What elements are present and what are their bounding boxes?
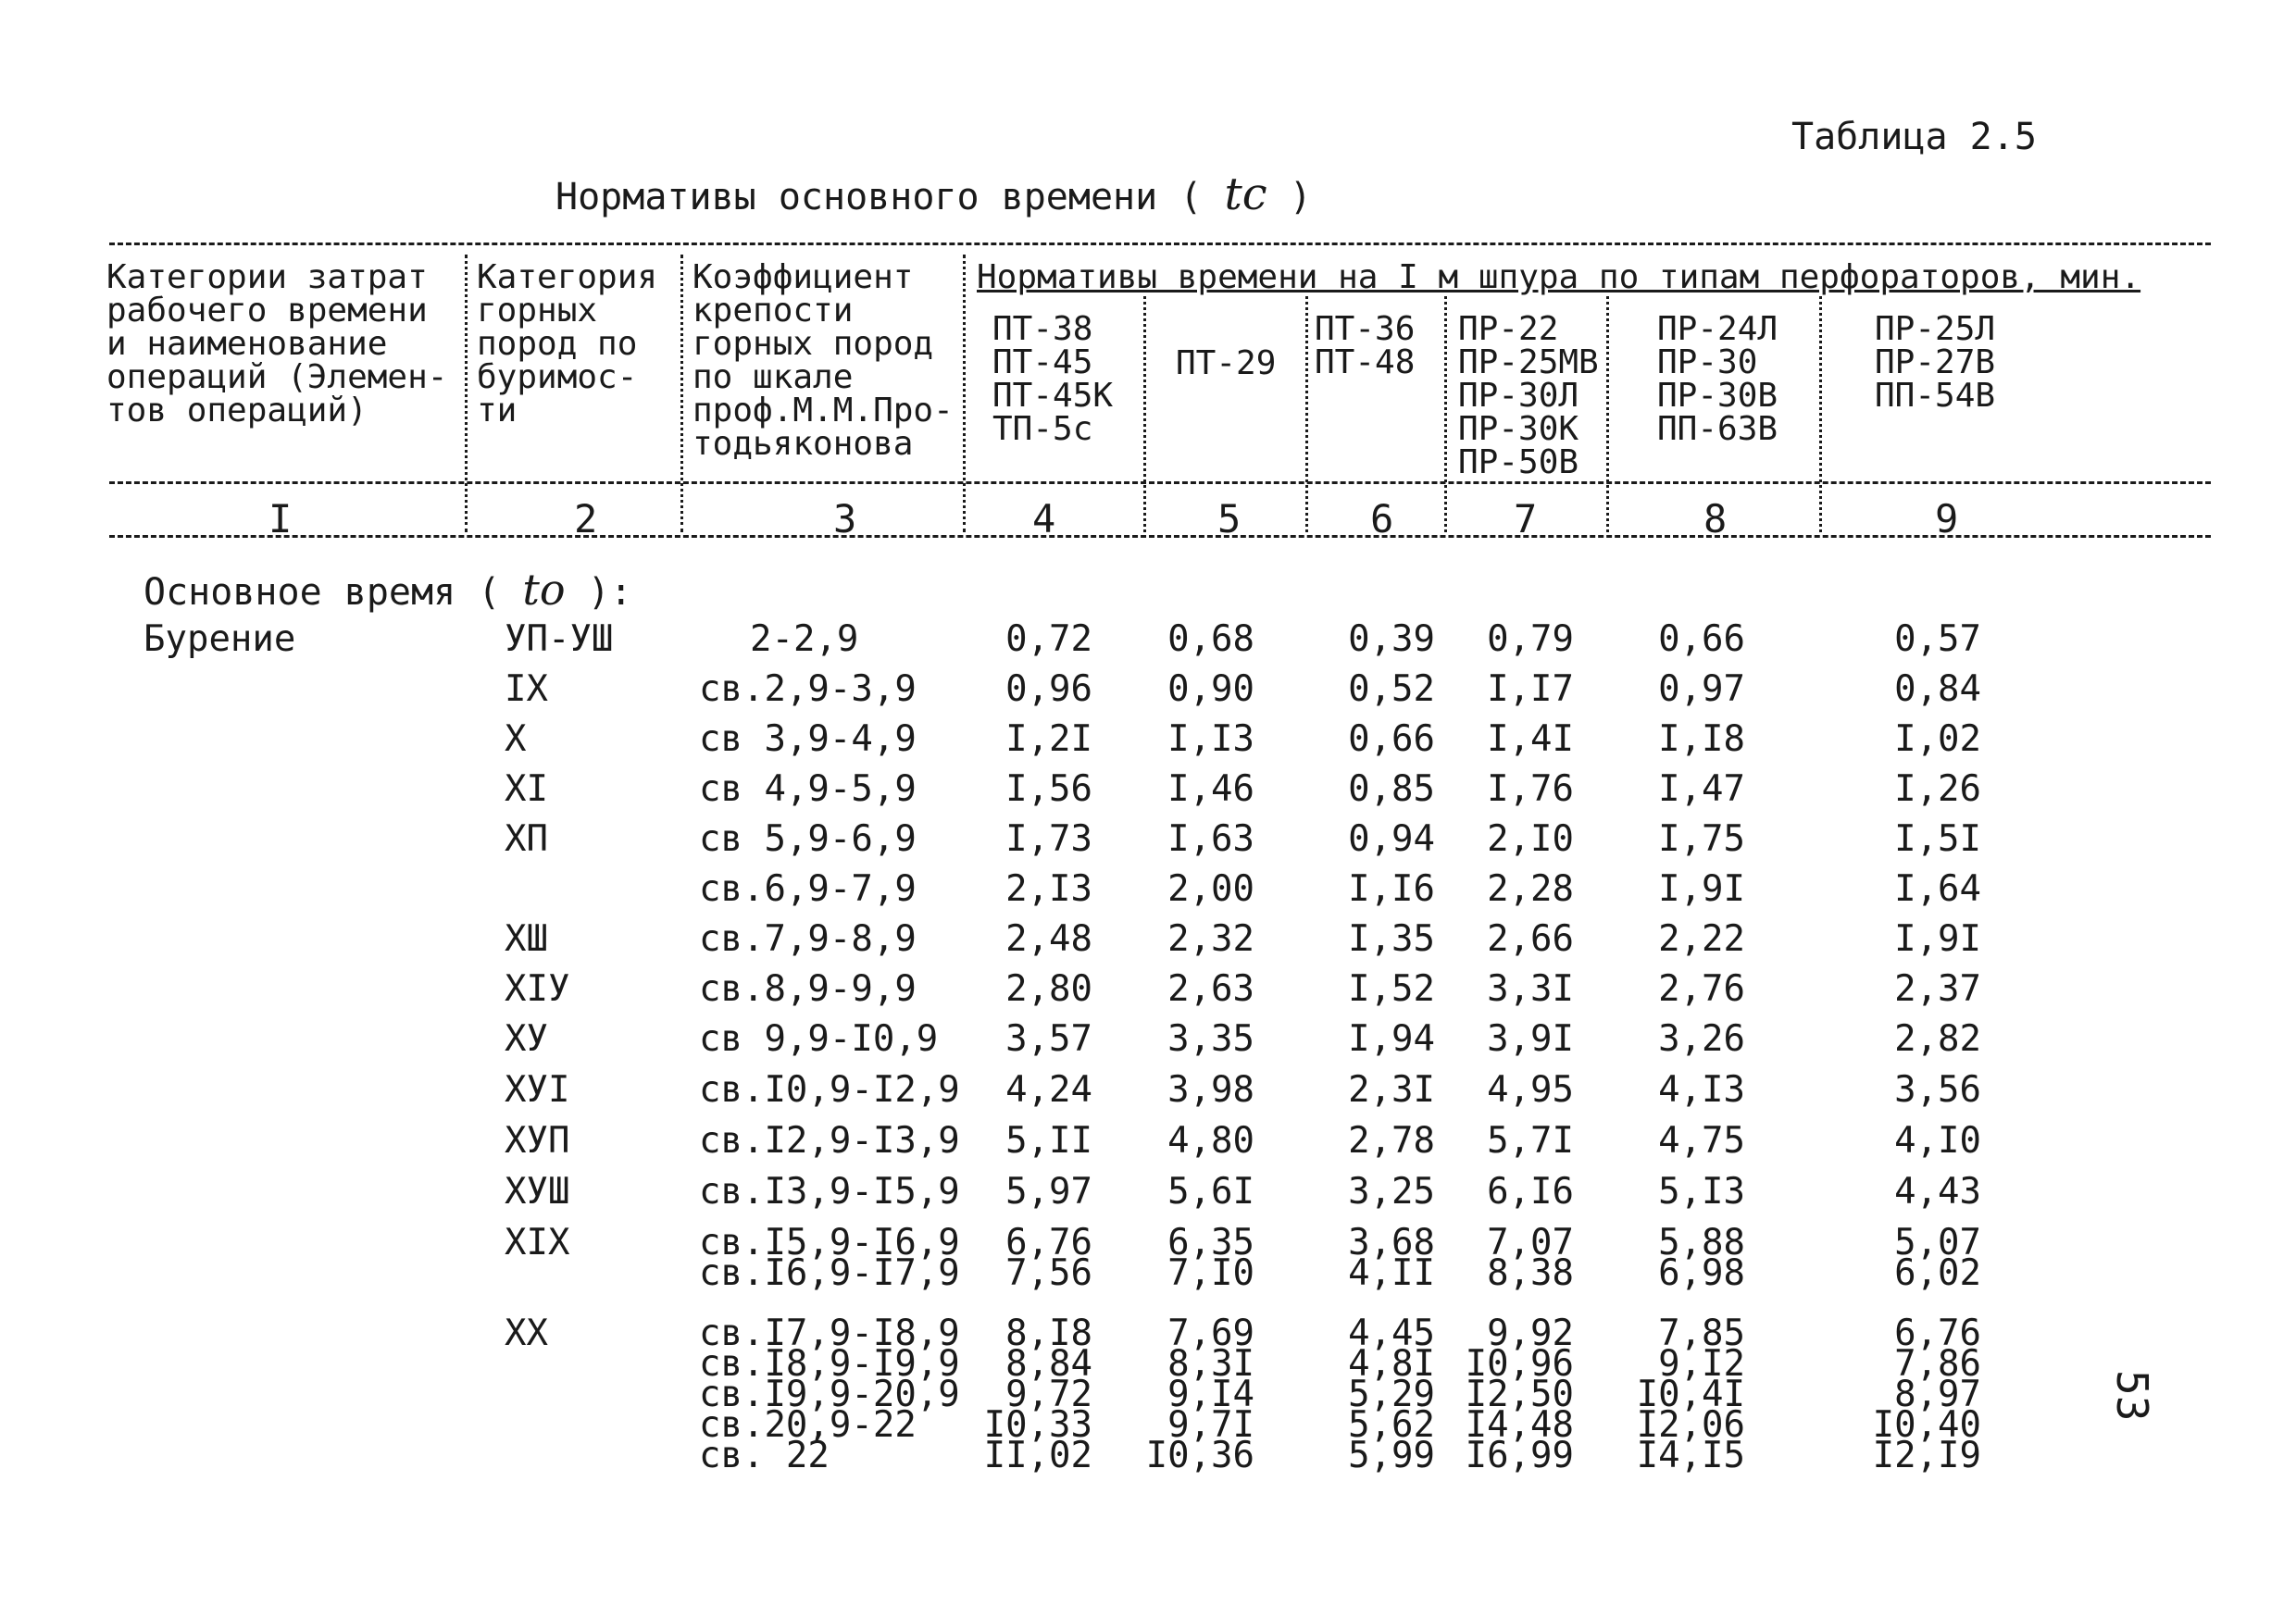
coefficient: св.I3,9-I5,9: [699, 1171, 960, 1213]
time-value: 5,88: [1658, 1222, 1745, 1263]
time-value: 4,95: [1487, 1069, 1574, 1111]
rock-category: XУШ: [505, 1171, 570, 1213]
time-value: 6,I6: [1487, 1171, 1574, 1213]
header-line: буримос-: [477, 358, 638, 396]
column-number: 3: [833, 496, 857, 541]
table-label: Таблица 2.5: [1791, 116, 2037, 158]
header-line: ПТ-29: [1176, 344, 1277, 382]
coefficient: св 9,9-I0,9: [699, 1018, 939, 1060]
coefficient: св.6,9-7,9: [699, 868, 917, 910]
time-value: 9,I2: [1658, 1343, 1745, 1385]
time-value: 4,43: [1894, 1171, 1981, 1213]
header-col5: [1176, 344, 1277, 382]
time-value: 8,I8: [1005, 1313, 1092, 1354]
title-symbol: tс: [1224, 168, 1267, 220]
col-separator: [963, 255, 966, 532]
coefficient: св.7,9-8,9: [699, 918, 917, 960]
time-value: 3,56: [1894, 1069, 1981, 1111]
time-value: 2,28: [1487, 868, 1574, 910]
header-line: ПР-24Л: [1657, 310, 1778, 348]
time-value: 5,62: [1348, 1404, 1435, 1446]
header-line: пород по: [477, 325, 638, 363]
rock-category: IX: [505, 668, 548, 710]
time-value: 2,22: [1658, 918, 1745, 960]
time-value: 0,90: [1167, 668, 1254, 710]
header-line: ПТ-45К: [992, 377, 1114, 415]
time-value: 3,35: [1167, 1018, 1254, 1060]
rock-category: XIУ: [505, 968, 570, 1010]
section-heading: [144, 565, 632, 615]
header-line: ПР-27В: [1875, 343, 1996, 381]
coefficient: св.20,9-22: [699, 1404, 917, 1446]
header-line: ПР-30К: [1458, 410, 1579, 448]
time-value: 7,86: [1894, 1343, 1981, 1385]
rock-category: X: [505, 718, 527, 760]
time-value: 3,3I: [1487, 968, 1574, 1010]
time-value: 4,45: [1348, 1313, 1435, 1354]
time-value: 2,82: [1894, 1018, 1981, 1060]
time-value: 4,I0: [1894, 1120, 1981, 1162]
coefficient: св 5,9-6,9: [699, 818, 917, 860]
time-value: 5,99: [1348, 1435, 1435, 1476]
time-value: 7,85: [1658, 1313, 1745, 1354]
header-top-rule: [109, 243, 2211, 245]
time-value: I4,48: [1465, 1404, 1574, 1446]
header-line: ТП-5с: [992, 410, 1093, 448]
time-value: I,73: [1005, 818, 1092, 860]
header-line: проф.М.М.Про-: [693, 392, 954, 429]
time-value: I,46: [1167, 768, 1254, 810]
table-title: [555, 168, 1312, 220]
title-text: Нормативы основного времени (: [555, 176, 1203, 218]
time-value: I0,40: [1872, 1404, 1981, 1446]
header-line: ПП-54В: [1875, 377, 1996, 415]
time-value: 4,I3: [1658, 1069, 1745, 1111]
header-line: рабочего времени: [106, 292, 428, 330]
coefficient: св.8,9-9,9: [699, 968, 917, 1010]
time-value: I,I6: [1348, 868, 1435, 910]
section-text: Основное время (: [144, 571, 501, 614]
time-value: I,35: [1348, 918, 1435, 960]
column-number: 5: [1217, 496, 1242, 541]
header-line: Категории затрат: [106, 258, 428, 296]
time-value: I,9I: [1658, 868, 1745, 910]
time-value: I6,99: [1465, 1435, 1574, 1476]
time-value: 0,96: [1005, 668, 1092, 710]
header-line: ПР-30: [1657, 343, 1758, 381]
header-line: крепости: [693, 292, 854, 330]
time-value: 2,80: [1005, 968, 1092, 1010]
time-value: 6,98: [1658, 1252, 1745, 1294]
time-value: 3,57: [1005, 1018, 1092, 1060]
section-symbol: tо: [522, 565, 566, 615]
time-value: I,4I: [1487, 718, 1574, 760]
coefficient: св.I8,9-I9,9: [699, 1343, 960, 1385]
time-value: 2,00: [1167, 868, 1254, 910]
header-line: ПТ-45: [992, 343, 1093, 381]
time-value: 4,II: [1348, 1252, 1435, 1294]
time-value: 3,98: [1167, 1069, 1254, 1111]
coefficient: св 4,9-5,9: [699, 768, 917, 810]
time-value: I,2I: [1005, 718, 1092, 760]
time-value: 4,8I: [1348, 1343, 1435, 1385]
time-value: 2,3I: [1348, 1069, 1435, 1111]
time-value: 2,I0: [1487, 818, 1574, 860]
column-number: I: [268, 496, 293, 541]
time-value: 0,52: [1348, 668, 1435, 710]
header-line: ПТ-48: [1315, 343, 1416, 381]
rock-category: XI: [505, 768, 548, 810]
time-value: 0,68: [1167, 618, 1254, 660]
time-value: I,I3: [1167, 718, 1254, 760]
time-value: 0,97: [1658, 668, 1745, 710]
coefficient: 2-2,9: [750, 618, 859, 660]
rock-category: XX: [505, 1313, 548, 1354]
header-line: ПР-25Л: [1875, 310, 1996, 348]
time-value: 5,I3: [1658, 1171, 1745, 1213]
time-value: 9,I4: [1167, 1374, 1254, 1415]
rock-category: XШ: [505, 918, 548, 960]
time-value: 6,35: [1167, 1222, 1254, 1263]
header-line: ПП-63В: [1657, 410, 1778, 448]
time-value: I4,I5: [1636, 1435, 1745, 1476]
time-value: 0,39: [1348, 618, 1435, 660]
column-number: 6: [1370, 496, 1394, 541]
header-col7: [1458, 310, 1599, 481]
time-value: 8,3I: [1167, 1343, 1254, 1385]
column-number: 4: [1032, 496, 1056, 541]
header-line: ПР-30В: [1657, 377, 1778, 415]
time-value: 6,76: [1894, 1313, 1981, 1354]
time-value: I,9I: [1894, 918, 1981, 960]
time-value: 2,63: [1167, 968, 1254, 1010]
header-bottom-rule: [109, 481, 2211, 484]
time-value: 0,84: [1894, 668, 1981, 710]
time-value: I,5I: [1894, 818, 1981, 860]
time-value: 0,85: [1348, 768, 1435, 810]
time-value: I0,33: [983, 1404, 1092, 1446]
time-value: 0,57: [1894, 618, 1981, 660]
column-number: 8: [1703, 496, 1728, 541]
coefficient: св.I6,9-I7,9: [699, 1252, 960, 1294]
colnum-bottom-rule: [109, 535, 2211, 538]
time-value: I,I7: [1487, 668, 1574, 710]
time-value: 9,7I: [1167, 1404, 1254, 1446]
header-col9: [1875, 310, 1996, 415]
rock-category: XП: [505, 818, 548, 860]
time-value: 2,I3: [1005, 868, 1092, 910]
header-col3: [693, 258, 954, 463]
time-value: I,I8: [1658, 718, 1745, 760]
time-value: 5,07: [1894, 1222, 1981, 1263]
header-line: горных: [477, 292, 598, 330]
coefficient: св.I2,9-I3,9: [699, 1120, 960, 1162]
col-separator: [1606, 296, 1609, 532]
time-value: 2,32: [1167, 918, 1254, 960]
time-value: 0,79: [1487, 618, 1574, 660]
column-number: 2: [574, 496, 598, 541]
time-value: 5,97: [1005, 1171, 1092, 1213]
time-value: 3,68: [1348, 1222, 1435, 1263]
rock-category: XIX: [505, 1222, 570, 1263]
time-value: I,47: [1658, 768, 1745, 810]
coefficient: св.2,9-3,9: [699, 668, 917, 710]
time-value: 0,94: [1348, 818, 1435, 860]
header-group-title: Нормативы времени на I м шпура по типам перфораторов, мин.: [977, 258, 2141, 296]
header-col6: [1315, 310, 1416, 381]
time-value: 2,78: [1348, 1120, 1435, 1162]
time-value: 8,84: [1005, 1343, 1092, 1385]
time-value: I,63: [1167, 818, 1254, 860]
time-value: I0,96: [1465, 1343, 1574, 1385]
time-value: 6,02: [1894, 1252, 1981, 1294]
time-value: 5,7I: [1487, 1120, 1574, 1162]
header-line: тов операций): [106, 392, 368, 429]
time-value: II,02: [983, 1435, 1092, 1476]
col-separator: [1819, 296, 1822, 532]
rock-category: XУ: [505, 1018, 548, 1060]
header-col2: [477, 258, 658, 429]
section-close: ):: [587, 571, 632, 614]
time-value: I2,06: [1636, 1404, 1745, 1446]
time-value: 7,56: [1005, 1252, 1092, 1294]
coefficient: св.I0,9-I2,9: [699, 1069, 960, 1111]
time-value: 3,25: [1348, 1171, 1435, 1213]
header-line: и наименование: [106, 325, 388, 363]
time-value: 7,69: [1167, 1313, 1254, 1354]
header-line: ПТ-38: [992, 310, 1093, 348]
time-value: I,76: [1487, 768, 1574, 810]
header-col1: [106, 258, 448, 429]
time-value: I,75: [1658, 818, 1745, 860]
page-number: 53: [2107, 1370, 2157, 1422]
time-value: 9,72: [1005, 1374, 1092, 1415]
col-separator: [1143, 296, 1146, 532]
operation-name: Бурение: [144, 618, 296, 660]
time-value: I,26: [1894, 768, 1981, 810]
header-line: ПР-25МВ: [1458, 343, 1599, 381]
time-value: 8,97: [1894, 1374, 1981, 1415]
header-line: тодьяконова: [693, 425, 914, 463]
time-value: I,02: [1894, 718, 1981, 760]
rock-category: УП-УШ: [505, 618, 614, 660]
coefficient: св 3,9-4,9: [699, 718, 917, 760]
rock-category: XУП: [505, 1120, 570, 1162]
col-separator: [465, 255, 468, 532]
header-col4: [992, 310, 1114, 448]
coefficient: св.I9,9-20,9: [699, 1374, 960, 1415]
time-value: I,64: [1894, 868, 1981, 910]
time-value: 5,6I: [1167, 1171, 1254, 1213]
time-value: 5,II: [1005, 1120, 1092, 1162]
coefficient: св.I5,9-I6,9: [699, 1222, 960, 1263]
time-value: 0,66: [1658, 618, 1745, 660]
coefficient: св.I7,9-I8,9: [699, 1313, 960, 1354]
col-separator: [680, 255, 683, 532]
time-value: 5,29: [1348, 1374, 1435, 1415]
time-value: I2,50: [1465, 1374, 1574, 1415]
time-value: 3,9I: [1487, 1018, 1574, 1060]
time-value: 8,38: [1487, 1252, 1574, 1294]
header-col8: [1657, 310, 1778, 448]
header-line: ПР-22: [1458, 310, 1559, 348]
title-close: ): [1289, 176, 1312, 218]
time-value: 2,37: [1894, 968, 1981, 1010]
header-line: ПР-50В: [1458, 443, 1579, 481]
rock-category: XУI: [505, 1069, 570, 1111]
coefficient: св. 22: [699, 1435, 830, 1476]
time-value: 6,76: [1005, 1222, 1092, 1263]
time-value: 7,I0: [1167, 1252, 1254, 1294]
time-value: I2,I9: [1872, 1435, 1981, 1476]
time-value: 4,80: [1167, 1120, 1254, 1162]
header-line: Коэффициент: [693, 258, 914, 296]
col-separator: [1305, 296, 1308, 532]
time-value: I,56: [1005, 768, 1092, 810]
time-value: 2,48: [1005, 918, 1092, 960]
header-line: ти: [477, 392, 518, 429]
header-line: Категория: [477, 258, 658, 296]
time-value: 2,76: [1658, 968, 1745, 1010]
time-value: I0,36: [1145, 1435, 1254, 1476]
time-value: 4,75: [1658, 1120, 1745, 1162]
time-value: 0,72: [1005, 618, 1092, 660]
time-value: I,52: [1348, 968, 1435, 1010]
time-value: 9,92: [1487, 1313, 1574, 1354]
column-number: 7: [1514, 496, 1538, 541]
header-line: ПР-30Л: [1458, 377, 1579, 415]
header-line: ПТ-36: [1315, 310, 1416, 348]
header-line: по шкале: [693, 358, 854, 396]
time-value: 0,66: [1348, 718, 1435, 760]
time-value: 7,07: [1487, 1222, 1574, 1263]
col-separator: [1444, 296, 1447, 532]
header-line: горных пород: [693, 325, 934, 363]
time-value: 4,24: [1005, 1069, 1092, 1111]
time-value: 2,66: [1487, 918, 1574, 960]
time-value: I,94: [1348, 1018, 1435, 1060]
column-number: 9: [1935, 496, 1959, 541]
header-line: операций (Элемен-: [106, 358, 448, 396]
time-value: I0,4I: [1636, 1374, 1745, 1415]
time-value: 3,26: [1658, 1018, 1745, 1060]
